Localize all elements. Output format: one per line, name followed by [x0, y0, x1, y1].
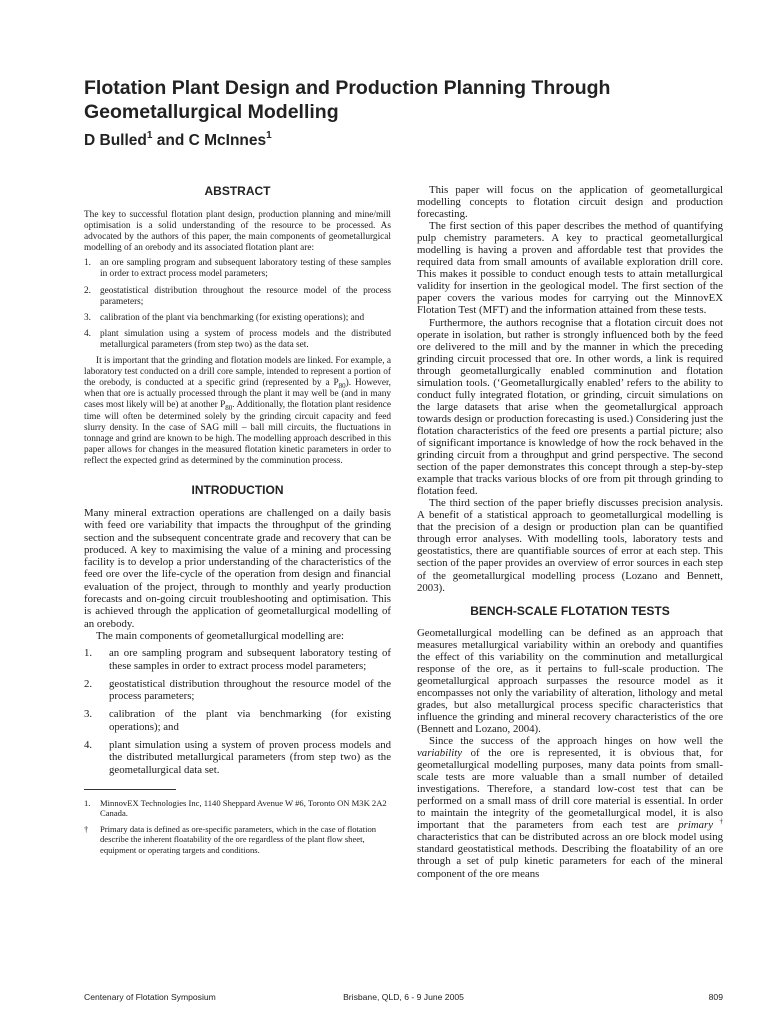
list-item: [84, 258, 391, 280]
page-number: 809: [708, 992, 723, 1002]
page-footer: [84, 992, 723, 1004]
footer-conference: Centenary of Flotation Symposium: [84, 992, 216, 1002]
list-number: 1.: [84, 258, 91, 269]
footnote-mark: 1.: [84, 797, 91, 808]
list-item: [84, 286, 391, 308]
body-paragraph: Geometallurgical modelling can be defined as an approach that measures metallurgical variability within an orebody and quantifies the effect of this variability on the comminution and metallurgical response of the ore, as it pertains to full-scale production. The geometallurgical approach surpasses the resource model as it encompasses not only the variability of alteration, lithology and metal grades, but also metallurgical process specific characteristics that influence the grinding and mineral recovery characteristics of the ore (Bennett and Lozano, 2004).: [417, 626, 723, 735]
list-item: [84, 313, 391, 324]
right-column: [417, 184, 723, 880]
body-paragraph: The first section of this paper describes the method of quantifying pulp chemistry parameters. A key to practical geometallurgical modelling is having a proven and affordable test that provides the required data from small amounts of available exploration drill core. This makes it possible to conduct enough tests to attain metallurgical validity for insertion in the geological model. The first section of the paper covers the various modes for carrying out the MinnovEX Flotation Test (MFT) and the information attained from these tests.: [417, 220, 723, 317]
list-text: geostatistical distribution throughout the resource model of the process parameters;: [100, 285, 391, 307]
abstract-list: [84, 258, 391, 351]
list-item: [84, 739, 391, 776]
components-list: [84, 647, 391, 776]
list-number: 1.: [84, 647, 93, 660]
list-text: an ore sampling program and subsequent laboratory testing of these samples in order to extract process model parameters;: [109, 647, 391, 672]
author-connector: and: [152, 132, 189, 149]
list-item: [84, 647, 391, 672]
list-item: [84, 329, 391, 351]
paper-title: Flotation Plant Design and Production Planning Through Geometallurgical Modelling: [84, 77, 611, 123]
body-paragraph: This paper will focus on the application of geometallurgical modelling concepts to flotation circuit design and production forecasting.: [417, 184, 723, 221]
footnote: [84, 824, 391, 856]
introduction-paragraph-1: Many mineral extraction operations are challenged on a daily basis with feed ore variability that impacts the throughput of the grinding section and the subsequent concentrate grade and recovery that can be produced. A key to maximising the value of a mining and processing facility is to develop a prior understanding of the characteristics of the feed ore over the life-cycle of the operation from design and financial evaluation of the project, through to monthly and yearly production forecasts and on-going circuit troubleshooting and optimisation. This is achieved through the application of geometallurgical modelling of an orebody.: [84, 506, 391, 630]
footnote-text: MinnovEX Technologies Inc, 1140 Sheppard Avenue W #6, Toronto ON M3K 2A2 Canada.: [100, 797, 387, 819]
introduction-heading: INTRODUCTION: [191, 482, 284, 497]
list-number: 3.: [84, 708, 93, 721]
abstract-paragraph-2: It is important that the grinding and flotation models are linked. For example, a laboratory test conducted on a drill core sample, intended to represent a portion of the orebody, is conducted at a specific grind (represented by a $P_{80}$). However, when that ore is actually processed through the plant it may well be (and in many cases most likely will be) at another $P_{80}$. Additionally, the flotation plant residence time will often be determined solely by the grinding circuit capacity and feed slurry density. In the case of SAG mill – ball mill circuits, the fluctuations in tonnage and grind are known to be high. The modelling approach described in this paper allows for changes in the measured flotation kinetic parameters in order to reflect the expected grind as determined by the comminution process.: [84, 356, 391, 466]
list-number: 4.: [84, 739, 93, 752]
list-item: [84, 708, 391, 733]
footnotes: [84, 798, 391, 856]
footnote-text: Primary data is defined as ore-specific parameters, which in the case of flotation describe the inherent floatability of the ore regardless of the plant flow sheet, equipment or operating targets and conditions.: [100, 823, 377, 855]
author-affiliation-mark: 1: [266, 130, 272, 141]
author-line: [84, 132, 272, 150]
abstract-heading: ABSTRACT: [204, 184, 271, 198]
body-paragraph: The third section of the paper briefly discusses precision analysis. A benefit of a statistical approach to geometallurgical modelling is that the precision of a design or production plan can be quantified through error analyses. With modelling tools, laboratory tests and geostatistics, there are quantifiable sources of error at each step. This section of the paper provides an overview of error sources in each step of the geometallurgical modelling process (Lozano and Bennett, 2003).: [417, 497, 723, 594]
list-text: calibration of the plant via benchmarking (for existing operations); and: [100, 312, 365, 323]
list-number: 2.: [84, 677, 93, 690]
author-affiliation-mark: 1: [146, 130, 153, 141]
list-number: 3.: [84, 312, 91, 323]
introduction-paragraph-2: The main components of geometallurgical modelling are:: [96, 629, 345, 642]
footer-location-date: Brisbane, QLD, 6 - 9 June 2005: [343, 992, 464, 1002]
list-item: [84, 678, 391, 703]
list-number: 4.: [84, 328, 91, 339]
body-paragraph: Furthermore, the authors recognise that a flotation circuit does not operate in isolation, but rather is strongly influenced both by the feed ore delivered to the mill and by the manner in which the preceding grinding circuit processed that ore. In other words, a link is required through geometallurgically enabled comminution and flotation simulation tools. (‘Geometallurgically enabled’ refers to the ability to conduct fully integrated flotation, or grinding, circuit simulations on the large datasets that arise when the geometallurgical approach towards design or production forecasting is used.) Considering just the flotation characteristics of the feed ore presents a partial picture; also of significant importance is knowledge of how the rock behaved in the grinding circuit from a throughput and grind perspective. The second section of the paper demonstrates this concept through a step-by-step example that tracks various blocks of ore from pit through grinding to flotation feed.: [417, 316, 723, 498]
footnote: [84, 798, 391, 819]
left-column: [84, 184, 391, 860]
abstract-intro: The key to successful flotation plant design, production planning and mine/mill optimisation is a solid understanding of the resource to be processed. As advocated by the authors of this paper, the main components of geometallurgical modelling of an orebody and its associated flotation plant are:: [84, 210, 391, 254]
body-paragraph: Since the success of the approach hinges on how well the variability of the ore is represented, it is obvious that, for geometallurgical modelling purposes, many data points from small-scale tests are more valuable than a small number of detailed investigations. Therefore, a standard low-cost test that can be performed on a small mass of drill core material is essential. In order to maintain the integrity of the geometallurgical model, it is also important that the parameters from each test are primary† characteristics that can be distributed across an ore block model using standard geostatistical methods. Describing the floatability of an ore through a set of pulp kinetic parameters for each of the mineral component of the ore means: [417, 735, 724, 880]
list-number: 2.: [84, 285, 91, 296]
author-name: C McInnes: [188, 132, 267, 149]
list-text: calibration of the plant via benchmarking (for existing operations); and: [109, 708, 391, 733]
footnote-mark: †: [84, 823, 89, 834]
author-name: D Bulled: [84, 132, 147, 149]
list-text: geostatistical distribution throughout the resource model of the process parameters;: [109, 677, 391, 703]
bench-scale-heading: BENCH-SCALE FLOTATION TESTS: [470, 603, 670, 618]
list-text: an ore sampling program and subsequent laboratory testing of these samples in order to extract process model parameters;: [100, 258, 391, 280]
footnote-divider: [84, 789, 176, 790]
list-text: plant simulation using a system of process models and the distributed metallurgical parameters (from step two) as the data set.: [100, 328, 391, 350]
list-text: plant simulation using a system of proven process models and the distributed metallurgical parameters (from step two) as the geometallurgical data set.: [109, 739, 391, 776]
